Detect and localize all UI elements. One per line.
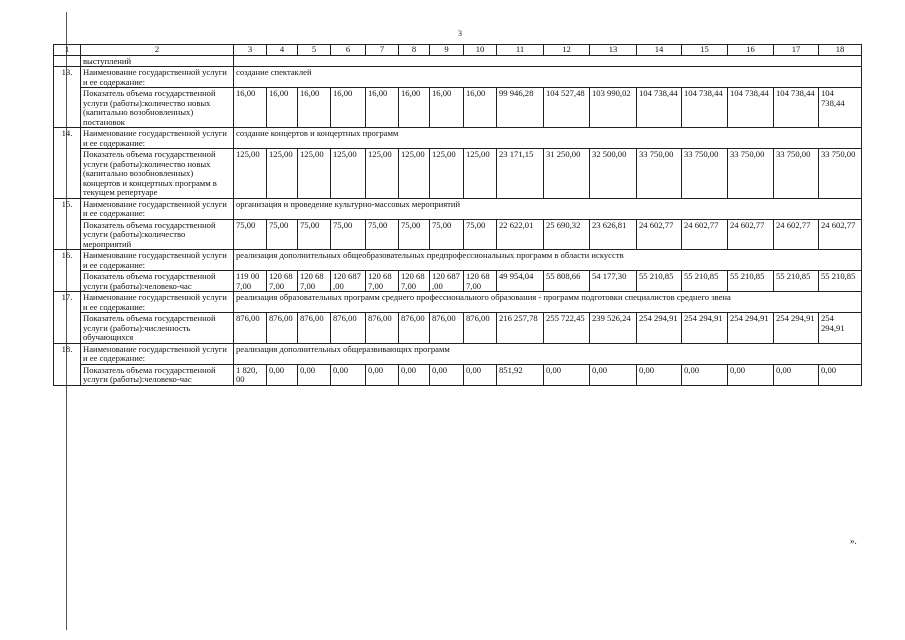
value-cell: 103 990,02: [590, 88, 637, 128]
value-cell: 75,00: [331, 219, 366, 250]
value-cell: 99 946,28: [497, 88, 544, 128]
value-cell: 24 602,77: [774, 219, 819, 250]
service-description: создание концертов и концертных программ: [234, 128, 862, 149]
value-cell: 55 210,85: [637, 271, 682, 292]
page-number: 3: [458, 29, 462, 38]
section-number: 15.: [54, 198, 81, 250]
value-cell: 0,00: [819, 364, 862, 385]
continuation-text: выступлений: [81, 55, 234, 67]
value-cell: 104 738,44: [728, 88, 774, 128]
value-cell: 119 00 7,00: [234, 271, 267, 292]
column-header-17: 17: [774, 45, 819, 56]
service-name-row: [54, 128, 862, 149]
column-header-12: 12: [544, 45, 590, 56]
value-cell: 0,00: [366, 364, 399, 385]
indicator-row: [54, 364, 862, 385]
value-cell: 0,00: [267, 364, 298, 385]
value-cell: 876,00: [399, 313, 430, 344]
section-number: 17.: [54, 292, 81, 344]
value-cell: 851,92: [497, 364, 544, 385]
value-cell: 120 68 7,00: [366, 271, 399, 292]
indicator-row: [54, 271, 862, 292]
value-cell: 55 210,85: [774, 271, 819, 292]
column-header-6: 6: [331, 45, 366, 56]
indicator-label: Показатель объема государственной услуги (работы):количество мероприятий: [81, 219, 234, 250]
column-header-row: [54, 45, 862, 56]
service-description: реализация дополнительных общеобразовательных предпрофессиональных программ в области искусств: [234, 250, 862, 271]
value-cell: 0,00: [774, 364, 819, 385]
continuation-row: [54, 55, 862, 67]
value-cell: 255 722,45: [544, 313, 590, 344]
value-cell: 104 527,48: [544, 88, 590, 128]
service-name-label: Наименование государственной услуги и ее содержание:: [81, 128, 234, 149]
indicator-label: Показатель объема государственной услуги (работы):количество новых (капитально возобновленных) постановок: [81, 88, 234, 128]
service-description: реализация дополнительных общеразвивающих программ: [234, 343, 862, 364]
indicator-label: Показатель объема государственной услуги (работы):человеко-час: [81, 271, 234, 292]
value-cell: 24 602,77: [637, 219, 682, 250]
value-cell: 239 526,24: [590, 313, 637, 344]
value-cell: 55 210,85: [682, 271, 728, 292]
value-cell: 16,00: [366, 88, 399, 128]
value-cell: 125,00: [267, 149, 298, 199]
value-cell: 254 294,91: [637, 313, 682, 344]
value-cell: 16,00: [430, 88, 464, 128]
closing-mark: ».: [850, 536, 857, 546]
service-name-label: Наименование государственной услуги и ее содержание:: [81, 292, 234, 313]
value-cell: 0,00: [399, 364, 430, 385]
service-description: создание спектаклей: [234, 67, 862, 88]
value-cell: 120 68 7,00: [399, 271, 430, 292]
value-cell: 75,00: [267, 219, 298, 250]
column-header-18: 18: [819, 45, 862, 56]
value-cell: 125,00: [234, 149, 267, 199]
value-cell: 254 294,91: [819, 313, 862, 344]
value-cell: 876,00: [430, 313, 464, 344]
value-cell: 55 210,85: [728, 271, 774, 292]
value-cell: 33 750,00: [819, 149, 862, 199]
section-number: 18.: [54, 343, 81, 385]
indicator-row: [54, 149, 862, 199]
value-cell: 876,00: [298, 313, 331, 344]
value-cell: 75,00: [430, 219, 464, 250]
value-cell: 0,00: [298, 364, 331, 385]
value-cell: 104 738,44: [682, 88, 728, 128]
value-cell: 876,00: [366, 313, 399, 344]
column-header-2: 2: [81, 45, 234, 56]
service-name-row: [54, 250, 862, 271]
service-name-row: [54, 292, 862, 313]
value-cell: 16,00: [399, 88, 430, 128]
value-cell: 125,00: [366, 149, 399, 199]
value-cell: 49 954,04: [497, 271, 544, 292]
value-cell: 125,00: [464, 149, 497, 199]
value-cell: 120 687 ,00: [430, 271, 464, 292]
column-header-13: 13: [590, 45, 637, 56]
section-number: 13.: [54, 67, 81, 128]
value-cell: 24 602,77: [728, 219, 774, 250]
value-cell: 16,00: [267, 88, 298, 128]
service-name-row: [54, 198, 862, 219]
value-cell: 0,00: [464, 364, 497, 385]
value-cell: 0,00: [682, 364, 728, 385]
value-cell: 876,00: [331, 313, 366, 344]
value-cell: 0,00: [637, 364, 682, 385]
value-cell: 0,00: [590, 364, 637, 385]
indicator-row: [54, 313, 862, 344]
value-cell: 24 602,77: [819, 219, 862, 250]
value-cell: 120 68 7,00: [464, 271, 497, 292]
column-header-9: 9: [430, 45, 464, 56]
value-cell: 24 602,77: [682, 219, 728, 250]
value-cell: 31 250,00: [544, 149, 590, 199]
value-cell: 75,00: [464, 219, 497, 250]
value-cell: 125,00: [298, 149, 331, 199]
value-cell: 125,00: [331, 149, 366, 199]
value-cell: 55 210,85: [819, 271, 862, 292]
value-cell: 16,00: [298, 88, 331, 128]
budget-table: [53, 44, 862, 386]
value-cell: 876,00: [234, 313, 267, 344]
value-cell: 16,00: [464, 88, 497, 128]
value-cell: 23 626,81: [590, 219, 637, 250]
column-header-5: 5: [298, 45, 331, 56]
column-header-16: 16: [728, 45, 774, 56]
value-cell: 16,00: [331, 88, 366, 128]
value-cell: 33 750,00: [682, 149, 728, 199]
value-cell: 33 750,00: [637, 149, 682, 199]
column-header-14: 14: [637, 45, 682, 56]
continuation-fill-cell: [234, 55, 862, 67]
service-name-row: [54, 343, 862, 364]
service-name-label: Наименование государственной услуги и ее содержание:: [81, 67, 234, 88]
indicator-label: Показатель объема государственной услуги (работы):численность обучающихся: [81, 313, 234, 344]
service-name-row: [54, 67, 862, 88]
value-cell: 216 257,78: [497, 313, 544, 344]
value-cell: 0,00: [544, 364, 590, 385]
column-header-10: 10: [464, 45, 497, 56]
value-cell: 254 294,91: [774, 313, 819, 344]
value-cell: 22 622,01: [497, 219, 544, 250]
column-header-15: 15: [682, 45, 728, 56]
value-cell: 104 738,44: [637, 88, 682, 128]
value-cell: 75,00: [298, 219, 331, 250]
value-cell: 33 750,00: [774, 149, 819, 199]
value-cell: 55 808,66: [544, 271, 590, 292]
service-description: организация и проведение культурно-массовых мероприятий: [234, 198, 862, 219]
value-cell: 33 750,00: [728, 149, 774, 199]
value-cell: 104 738,44: [774, 88, 819, 128]
value-cell: 254 294,91: [728, 313, 774, 344]
column-header-8: 8: [399, 45, 430, 56]
service-description: реализация образовательных программ среднего профессионального образования - программ подготовки специалистов среднего звена: [234, 292, 862, 313]
column-header-3: 3: [234, 45, 267, 56]
indicator-row: [54, 219, 862, 250]
value-cell: 0,00: [331, 364, 366, 385]
indicator-label: Показатель объема государственной услуги (работы):количество новых (капитально возобновленных) концертов и концертных программ в текущем репертуаре: [81, 149, 234, 199]
value-cell: 876,00: [464, 313, 497, 344]
value-cell: 0,00: [430, 364, 464, 385]
service-name-label: Наименование государственной услуги и ее содержание:: [81, 198, 234, 219]
value-cell: 25 690,32: [544, 219, 590, 250]
value-cell: 120 68 7,00: [267, 271, 298, 292]
value-cell: 254 294,91: [682, 313, 728, 344]
column-header-1: 1: [54, 45, 81, 56]
value-cell: 1 820, 00: [234, 364, 267, 385]
value-cell: 32 500,00: [590, 149, 637, 199]
value-cell: 75,00: [366, 219, 399, 250]
value-cell: 54 177,30: [590, 271, 637, 292]
value-cell: 125,00: [430, 149, 464, 199]
table-body: [54, 45, 862, 386]
service-name-label: Наименование государственной услуги и ее содержание:: [81, 250, 234, 271]
column-header-11: 11: [497, 45, 544, 56]
value-cell: 125,00: [399, 149, 430, 199]
value-cell: 16,00: [234, 88, 267, 128]
value-cell: 23 171,15: [497, 149, 544, 199]
indicator-row: [54, 88, 862, 128]
value-cell: 120 68 7,00: [298, 271, 331, 292]
section-number: 14.: [54, 128, 81, 199]
value-cell: 876,00: [267, 313, 298, 344]
value-cell: 120 687 ,00: [331, 271, 366, 292]
value-cell: 75,00: [399, 219, 430, 250]
column-header-7: 7: [366, 45, 399, 56]
indicator-label: Показатель объема государственной услуги (работы):человеко-час: [81, 364, 234, 385]
value-cell: 104 738,44: [819, 88, 862, 128]
service-name-label: Наименование государственной услуги и ее содержание:: [81, 343, 234, 364]
value-cell: 75,00: [234, 219, 267, 250]
section-number: 16.: [54, 250, 81, 292]
column-header-4: 4: [267, 45, 298, 56]
continuation-num-cell: [54, 55, 81, 67]
value-cell: 0,00: [728, 364, 774, 385]
